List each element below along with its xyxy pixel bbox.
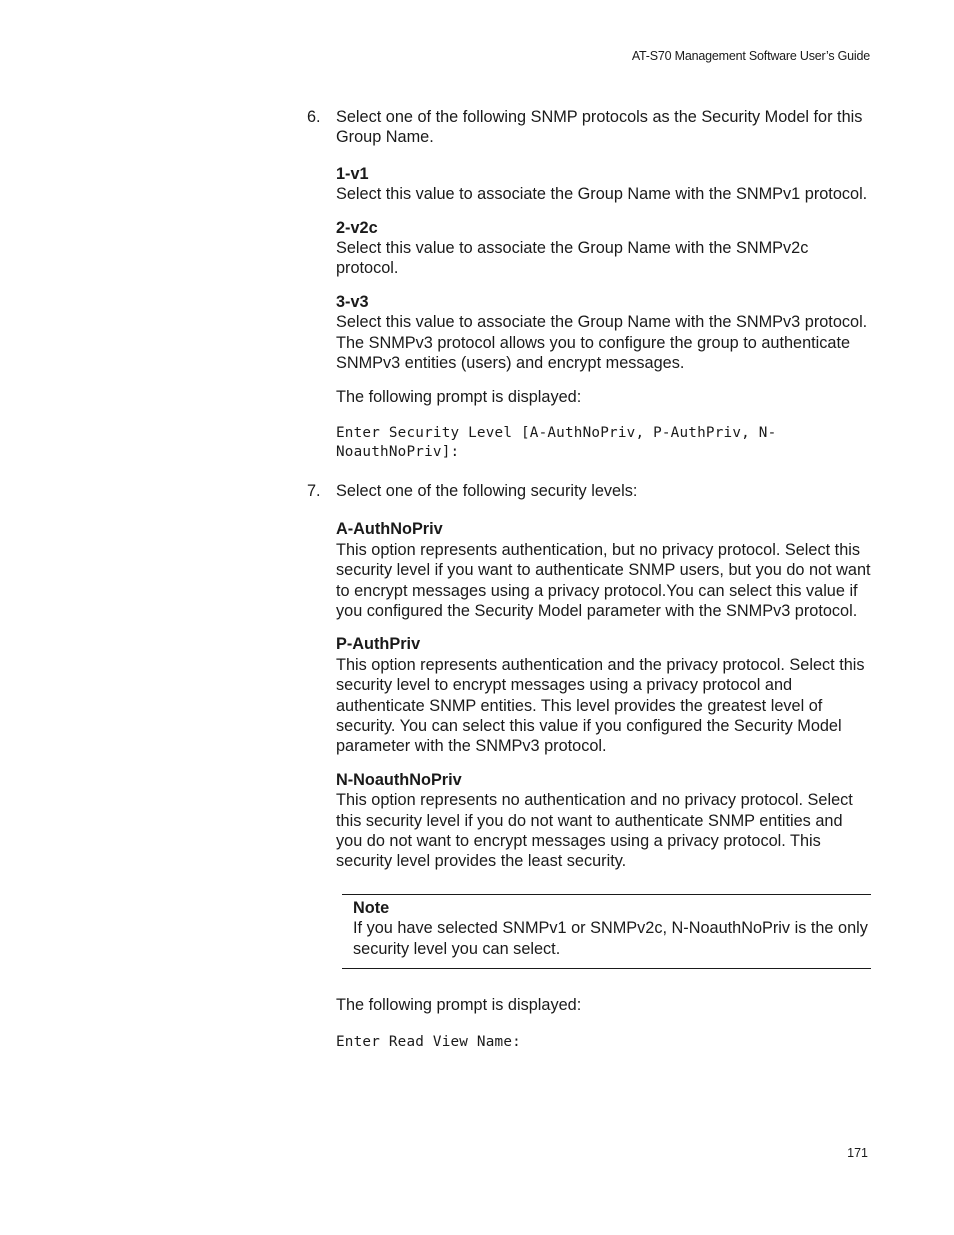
- prompt-intro: The following prompt is displayed:: [336, 388, 582, 407]
- term-description: Select this value to associate the Group Name with the SNMPv2c protocol.: [336, 239, 809, 278]
- step-text: Select one of the following SNMP protocols as the Security Model for this Group Name.: [336, 108, 863, 147]
- term-p-authpriv: [336, 634, 871, 756]
- step-6: [307, 107, 871, 148]
- term-description: This option represents no authentication and no privacy protocol. Select this security level if you do not want to authenticate SNMP entities and you do not want to encrypt messages using a privacy protocol. This security level provides the least security.: [336, 791, 853, 871]
- step-number: 7.: [307, 481, 321, 500]
- note-title: Note: [353, 898, 390, 917]
- term-description: Select this value to associate the Group Name with the SNMPv3 protocol. The SNMPv3 protocol allows you to configure the group to authenticate SNMPv3 entities (users) and encrypt messages.: [336, 313, 868, 373]
- step-text: Select one of the following security levels:: [336, 481, 638, 500]
- term-a-authnopriv: [336, 519, 871, 621]
- term-name: A-AuthNoPriv: [336, 520, 443, 539]
- term-description: This option represents authentication, but no privacy protocol. Select this security level if you want to authenticate SNMP users, but you do not want to encrypt messages using a privacy protocol.You can select this value if you configured the Security Model parameter with the SNMPv3 protocol.: [336, 540, 871, 620]
- term-name: 3-v3: [336, 292, 369, 311]
- term-3-v3: [336, 292, 871, 374]
- term-name: P-AuthPriv: [336, 635, 421, 654]
- term-description: This option represents authentication and the privacy protocol. Select this security level to encrypt messages using a privacy protocol and authenticate SNMP entities. This level provides the greatest level of security. You can select this value if you configured the Security Model parameter with the SNMPv3 protocol.: [336, 655, 865, 756]
- note-text: If you have selected SNMPv1 or SNMPv2c, N-NoauthNoPriv is the only security level you can select.: [353, 919, 868, 958]
- term-description: Select this value to associate the Group Name with the SNMPv1 protocol.: [336, 185, 868, 204]
- term-name: 2-v2c: [336, 218, 378, 237]
- term-name: 1-v1: [336, 164, 369, 183]
- term-n-noauthnopriv: [336, 770, 871, 872]
- step-number: 6.: [307, 108, 321, 126]
- page-content: [307, 107, 871, 1068]
- running-header: AT-S70 Management Software User’s Guide: [631, 49, 870, 63]
- term-1-v1: [336, 164, 871, 205]
- note-box: [342, 894, 871, 969]
- step-7: [307, 481, 871, 501]
- term-2-v2c: [336, 218, 871, 279]
- prompt-code: Enter Security Level [A-AuthNoPriv, P-AuthPriv, N-NoauthNoPriv]:: [336, 424, 777, 460]
- prompt-code: Enter Read View Name:: [336, 1034, 521, 1051]
- term-name: N-NoauthNoPriv: [336, 770, 462, 789]
- prompt-intro: The following prompt is displayed:: [336, 996, 582, 1014]
- page-number: 171: [847, 1146, 868, 1160]
